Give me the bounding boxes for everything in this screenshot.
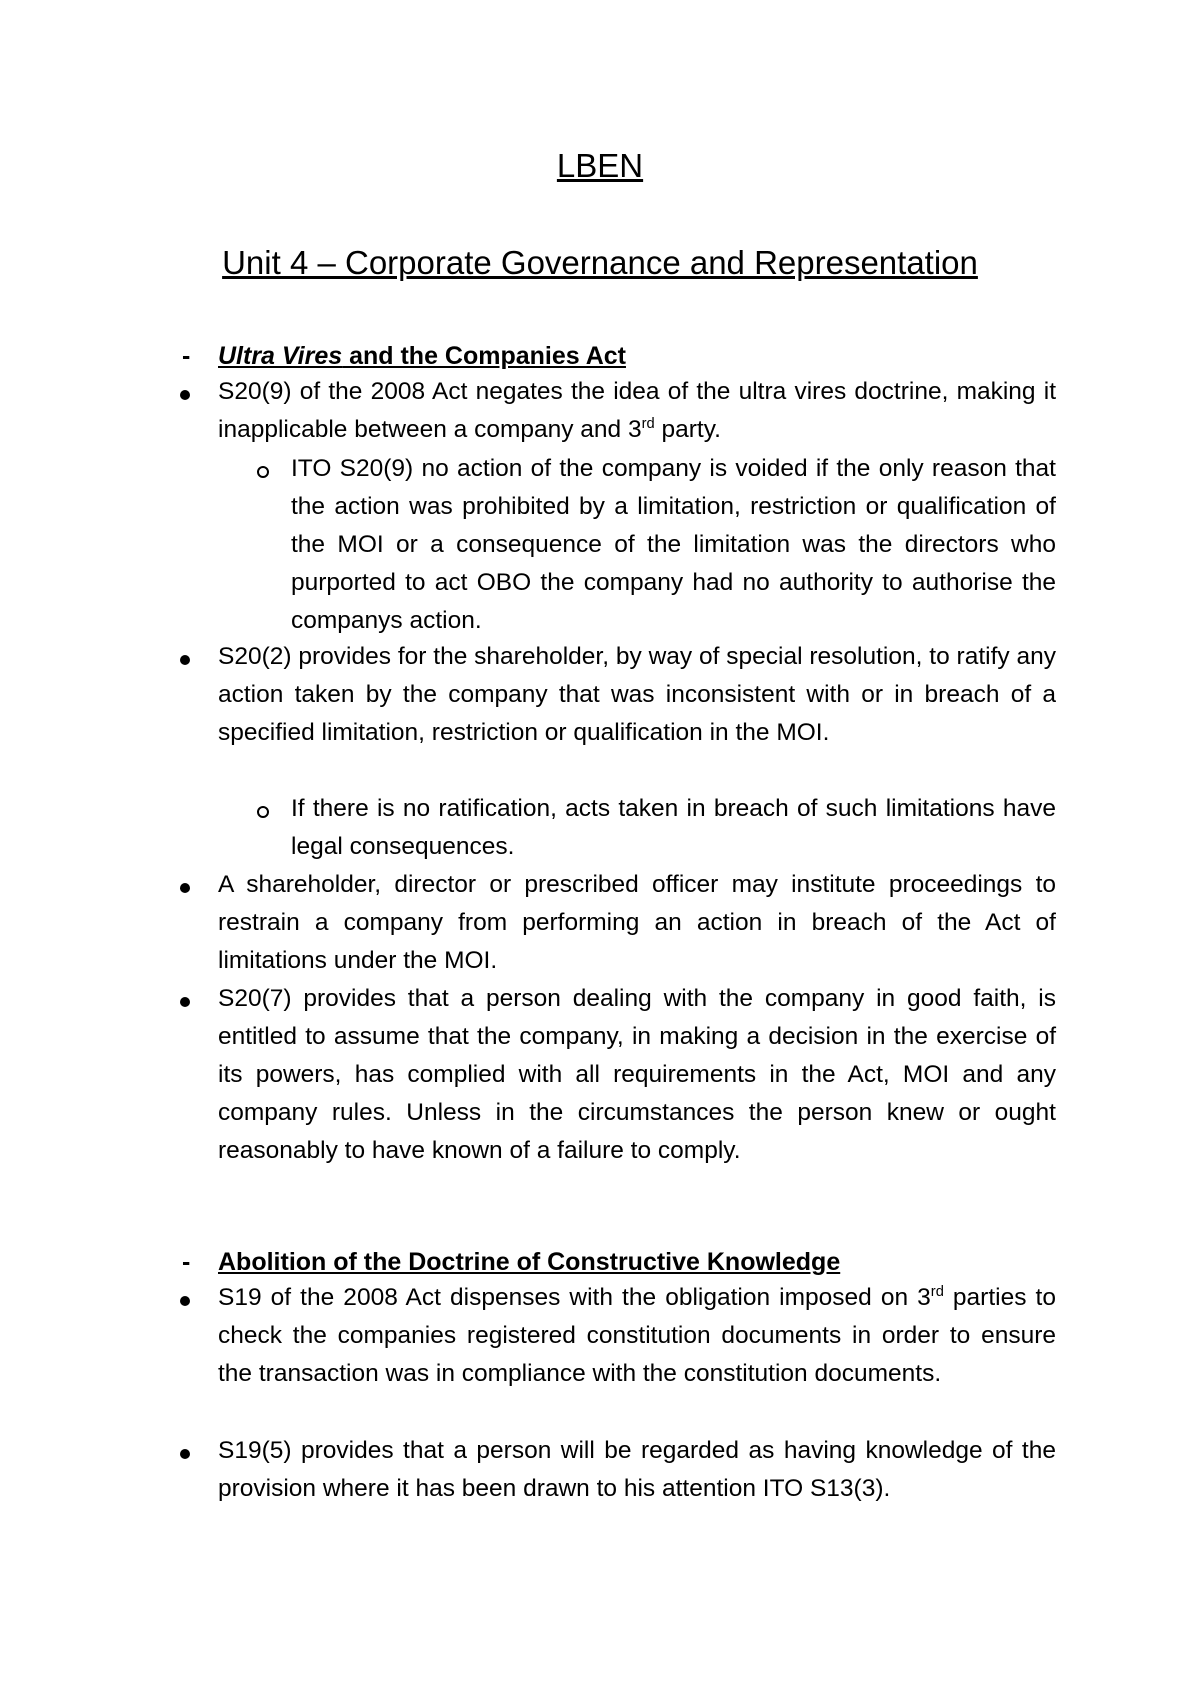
superscript: rd xyxy=(930,1283,944,1300)
bullet-icon xyxy=(180,655,190,665)
paragraph-text: S20(9) of the 2008 Act negates the idea of the ultra vires doctrine, making it inapplicable between a company and 3 xyxy=(218,378,1056,443)
bullet-icon xyxy=(180,390,190,400)
bullet-icon xyxy=(180,1449,190,1459)
section-dash: - xyxy=(182,1248,191,1276)
section-heading-constructive-knowledge: Abolition of the Doctrine of Constructive Knowledge xyxy=(218,1248,841,1276)
sub-bullet-icon xyxy=(257,466,269,478)
sub-paragraph-no-ratification: If there is no ratification, acts taken in breach of such limitations have legal consequences. xyxy=(291,795,1056,860)
heading-italic: Ultra Vires xyxy=(218,342,343,370)
section-heading-ultra-vires xyxy=(218,337,626,375)
document-title: LBEN xyxy=(556,147,644,184)
paragraph-shareholder-proceedings: A shareholder, director or prescribed officer may institute proceedings to restrain a company from performing an action in breach of the Act of limitations under the MOI. xyxy=(218,871,1056,974)
bullet-icon xyxy=(180,997,190,1007)
bullet-icon xyxy=(180,1296,190,1306)
paragraph-s20-7: S20(7) provides that a person dealing with the company in good faith, is entitled to assume that the company, in making a decision in the exercise of its powers, has complied with all requirements in the Act, MOI and any company rules. Unless in the circumstances the person knew or ought reasonably to have known of a failure to comply. xyxy=(218,985,1056,1164)
paragraph-text: party. xyxy=(654,416,721,443)
paragraph-text: parties to check the companies registered constitution documents in order to ensure the transaction was in compliance with the constitution documents. xyxy=(218,1284,1056,1387)
paragraph-text: S19 of the 2008 Act dispenses with the obligation imposed on 3 xyxy=(218,1284,931,1311)
sub-paragraph-ito-s20-9: ITO S20(9) no action of the company is voided if the only reason that the action was prohibited by a limitation, restriction or qualification of the MOI or a consequence of the limitation was the directors who purported to act OBO the company had no authority to authorise the companys action. xyxy=(291,455,1056,634)
paragraph-s19-5: S19(5) provides that a person will be regarded as having knowledge of the provision where it has been drawn to his attention ITO S13(3). xyxy=(218,1437,1056,1502)
section-dash: - xyxy=(182,342,191,370)
paragraph-s20-2: S20(2) provides for the shareholder, by way of special resolution, to ratify any action taken by the company that was inconsistent with or in breach of a specified limitation, restriction or qualification in the MOI. xyxy=(218,643,1056,746)
superscript: rd xyxy=(641,415,655,432)
heading-rest: and the Companies Act xyxy=(342,342,626,370)
document-subtitle: Unit 4 – Corporate Governance and Representation xyxy=(222,244,978,281)
paragraph-s20-9 xyxy=(218,373,1056,449)
bullet-icon xyxy=(180,883,190,893)
paragraph-s19 xyxy=(218,1279,1056,1393)
sub-bullet-icon xyxy=(257,806,269,818)
